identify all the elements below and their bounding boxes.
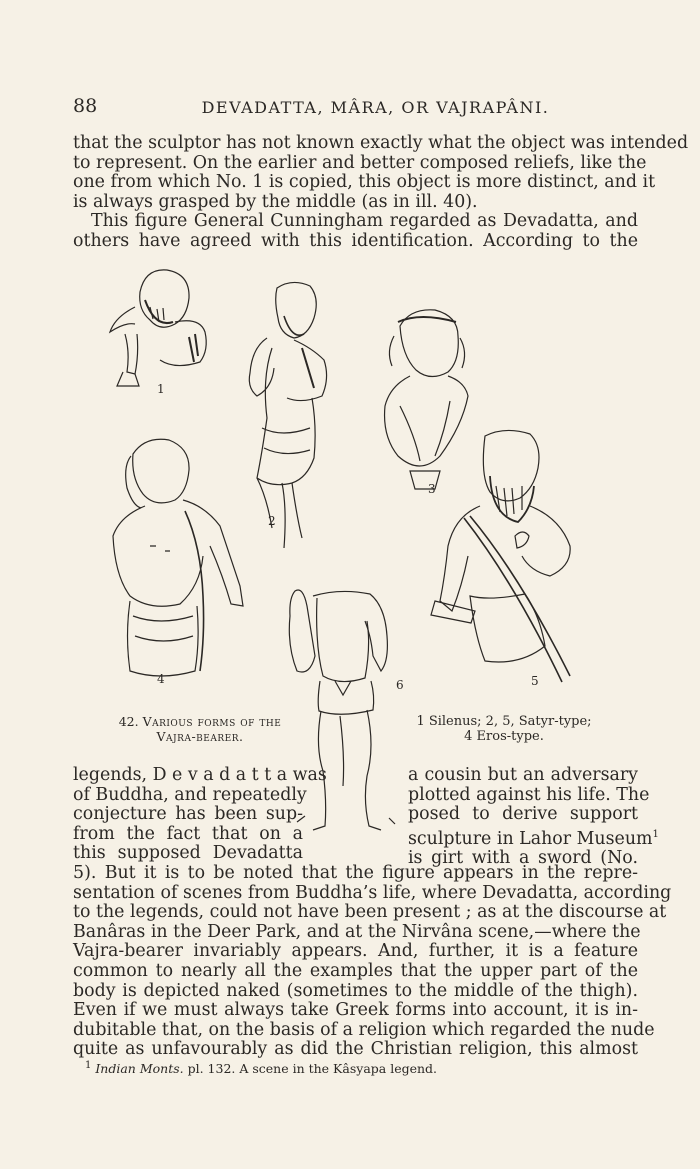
- text-line: is girt with a sword (No.: [408, 848, 638, 869]
- figure-label-3: 3: [428, 482, 436, 496]
- footnote-ref: 1: [652, 828, 659, 840]
- text-line: Banâras in the Deer Park, and at the Nirvâna scene,—where the: [73, 921, 641, 942]
- footnote-title: Indian Monts.: [95, 1061, 184, 1077]
- text-line: conjecture has been sup-: [73, 804, 303, 825]
- text-line: 5). But it is to be noted that the figure appears in the repre-: [73, 863, 638, 883]
- figure-5-satyr-drawing: [430, 426, 580, 691]
- text-line: [408, 825, 659, 849]
- running-head: DEVADATTA, MÂRA, OR VAJRAPÂNI.: [201, 98, 550, 117]
- footnote-text: pl. 132. A scene in the Kâsyapa legend.: [183, 1061, 438, 1077]
- wrap-column-right: [408, 765, 659, 869]
- figure-caption-left: [100, 714, 300, 744]
- text-line: a cousin but an adversary: [408, 765, 638, 785]
- text-line: one from which No. 1 is copied, this object is more distinct, and it: [73, 172, 656, 193]
- paragraph-1: [73, 133, 689, 252]
- figure-1-silenus-drawing: [105, 262, 215, 397]
- figure-label-1: 1: [157, 382, 165, 396]
- text-line: others have agreed with this identification. According to the: [73, 230, 638, 251]
- text-line: that the sculptor has not known exactly what the object was intended: [73, 133, 689, 153]
- figure-caption-right: [404, 714, 604, 744]
- figure-label-2: 2: [268, 514, 276, 528]
- wrap-column-left: [73, 765, 327, 864]
- text-line: Vajra-bearer invariably appears. And, further, it is a feature: [73, 941, 638, 962]
- caption-text-2: Vajra-bearer.: [156, 729, 244, 744]
- caption-text-1: Various forms of the: [142, 714, 282, 729]
- page-header: [73, 95, 638, 121]
- figure-label-4: 4: [157, 672, 165, 686]
- footnote-mark: 1: [85, 1060, 92, 1071]
- text-line: body is depicted naked (sometimes to the middle of the thigh).: [73, 980, 638, 1001]
- text-line: common to nearly all the examples that the upper part of the: [73, 960, 638, 981]
- text-line: legends, D e v a d a t t a was: [73, 765, 327, 785]
- caption-legend-2: 4 Eros-type.: [464, 729, 544, 744]
- text-line: quite as unfavourably as did the Christian religion, this almost: [73, 1039, 638, 1060]
- text-line: to the legends, could not have been present ; as at the discourse at: [73, 902, 667, 923]
- caption-legend-1: 1 Silenus; 2, 5, Satyr-type;: [416, 714, 592, 729]
- text-line: is always grasped by the middle (as in ill. 40).: [73, 191, 478, 212]
- figure-4-eros-drawing: [105, 436, 250, 691]
- text-line: dubitable that, on the basis of a religion which regarded the nude: [73, 1019, 655, 1040]
- text-line: sentation of scenes from Buddha’s life, where Devadatta, according: [73, 882, 672, 903]
- text-fragment: sculpture in Lahor Museum: [408, 828, 653, 849]
- text-line: of Buddha, and repeatedly: [73, 784, 307, 805]
- text-line: plotted against his life. The: [408, 784, 650, 805]
- text-line: from the fact that on a: [73, 823, 303, 844]
- figure-number: 42.: [118, 714, 139, 729]
- figure-vajra-bearers: [100, 258, 600, 758]
- footnote: [85, 1060, 437, 1076]
- text-line: This figure General Cunningham regarded as Devadatta, and: [91, 211, 638, 232]
- text-line: posed to derive support: [408, 804, 638, 825]
- text-line: to represent. On the earlier and better composed reliefs, like the: [73, 152, 647, 173]
- paragraph-2: [73, 863, 672, 1060]
- figure-label-6: 6: [396, 678, 404, 692]
- page-number: 88: [73, 95, 98, 117]
- text-line: Even if we must always take Greek forms into account, it is in-: [73, 1000, 638, 1021]
- text-line: this supposed Devadatta: [73, 843, 303, 864]
- figure-label-5: 5: [531, 674, 539, 688]
